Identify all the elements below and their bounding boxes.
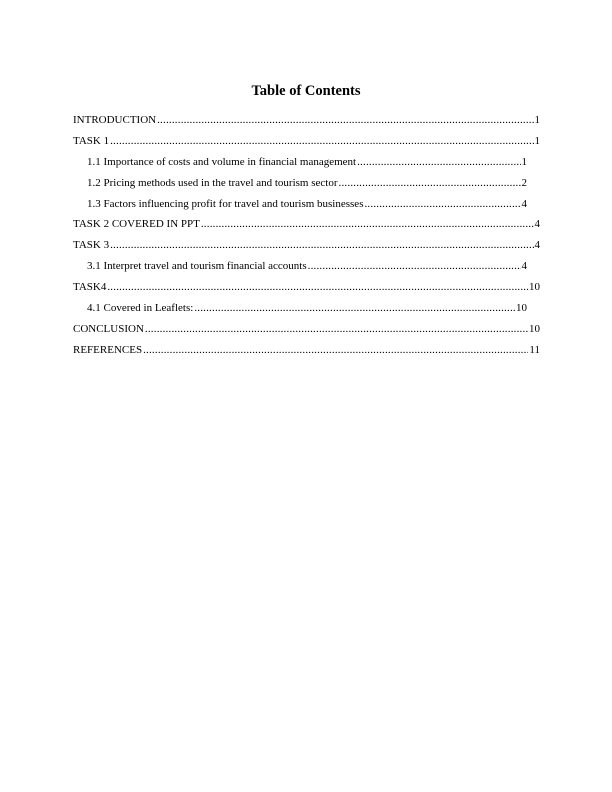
toc-entry-references[interactable] <box>73 343 540 364</box>
toc-entry-page: 4 <box>521 260 527 273</box>
toc-entry-page: 11 <box>529 343 540 356</box>
toc-entry-4-1[interactable] <box>73 301 540 322</box>
toc-entry-introduction[interactable] <box>73 113 540 134</box>
toc-entry-label: CONCLUSION <box>73 322 144 335</box>
toc-entry-page: 10 <box>529 281 540 294</box>
toc-entry-conclusion[interactable] <box>73 322 540 343</box>
toc-entry-1-1[interactable] <box>73 155 540 176</box>
toc-leader-dots <box>357 155 520 169</box>
toc-list <box>73 113 540 364</box>
toc-entry-label: 1.2 Pricing methods used in the travel and tourism sector <box>87 176 338 189</box>
toc-entry-1-3[interactable] <box>73 197 540 218</box>
toc-entry-3-1[interactable] <box>73 259 540 280</box>
toc-leader-dots <box>143 343 528 357</box>
toc-leader-dots <box>201 217 534 231</box>
toc-entry-label: 3.1 Interpret travel and tourism financial accounts <box>87 260 307 273</box>
toc-entry-task-4[interactable] <box>73 280 540 301</box>
toc-entry-page: 1 <box>534 114 540 126</box>
toc-entry-task-1[interactable] <box>73 134 540 155</box>
toc-entry-page: 2 <box>521 176 527 189</box>
toc-entry-page: 10 <box>529 322 540 335</box>
toc-entry-label: TASK 3 <box>73 239 110 252</box>
toc-leader-dots <box>110 238 533 252</box>
toc-entry-page: 4 <box>521 197 527 210</box>
toc-leader-dots <box>110 134 533 148</box>
toc-leader-dots <box>194 301 515 315</box>
toc-entry-task-2[interactable] <box>73 217 540 238</box>
toc-entry-page: 10 <box>516 302 527 315</box>
toc-leader-dots <box>145 322 528 336</box>
toc-entry-label: INTRODUCTION <box>73 114 157 126</box>
toc-entry-page: 1 <box>534 134 540 147</box>
toc-entry-page: 4 <box>534 218 540 231</box>
toc-entry-label: 1.1 Importance of costs and volume in financial management <box>87 155 357 168</box>
toc-entry-label: TASK4 <box>73 281 107 294</box>
toc-leader-dots <box>364 197 520 211</box>
toc-leader-dots <box>308 259 521 273</box>
toc-leader-dots <box>157 113 533 127</box>
toc-entry-label: 1.3 Factors influencing profit for travel and tourism businesses <box>87 197 364 210</box>
toc-entry-label: TASK 2 COVERED IN PPT <box>73 218 200 231</box>
toc-entry-label: 4.1 Covered in Leaflets: <box>87 302 194 315</box>
toc-entry-label: TASK 1 <box>73 134 110 147</box>
toc-entry-page: 1 <box>521 155 527 168</box>
toc-leader-dots <box>339 176 521 190</box>
toc-title: Table of Contents <box>251 83 361 99</box>
toc-entry-1-2[interactable] <box>73 176 540 197</box>
toc-entry-task-3[interactable] <box>73 238 540 259</box>
toc-entry-page: 4 <box>534 239 540 252</box>
toc-leader-dots <box>107 280 528 294</box>
toc-entry-label: REFERENCES <box>73 343 143 356</box>
